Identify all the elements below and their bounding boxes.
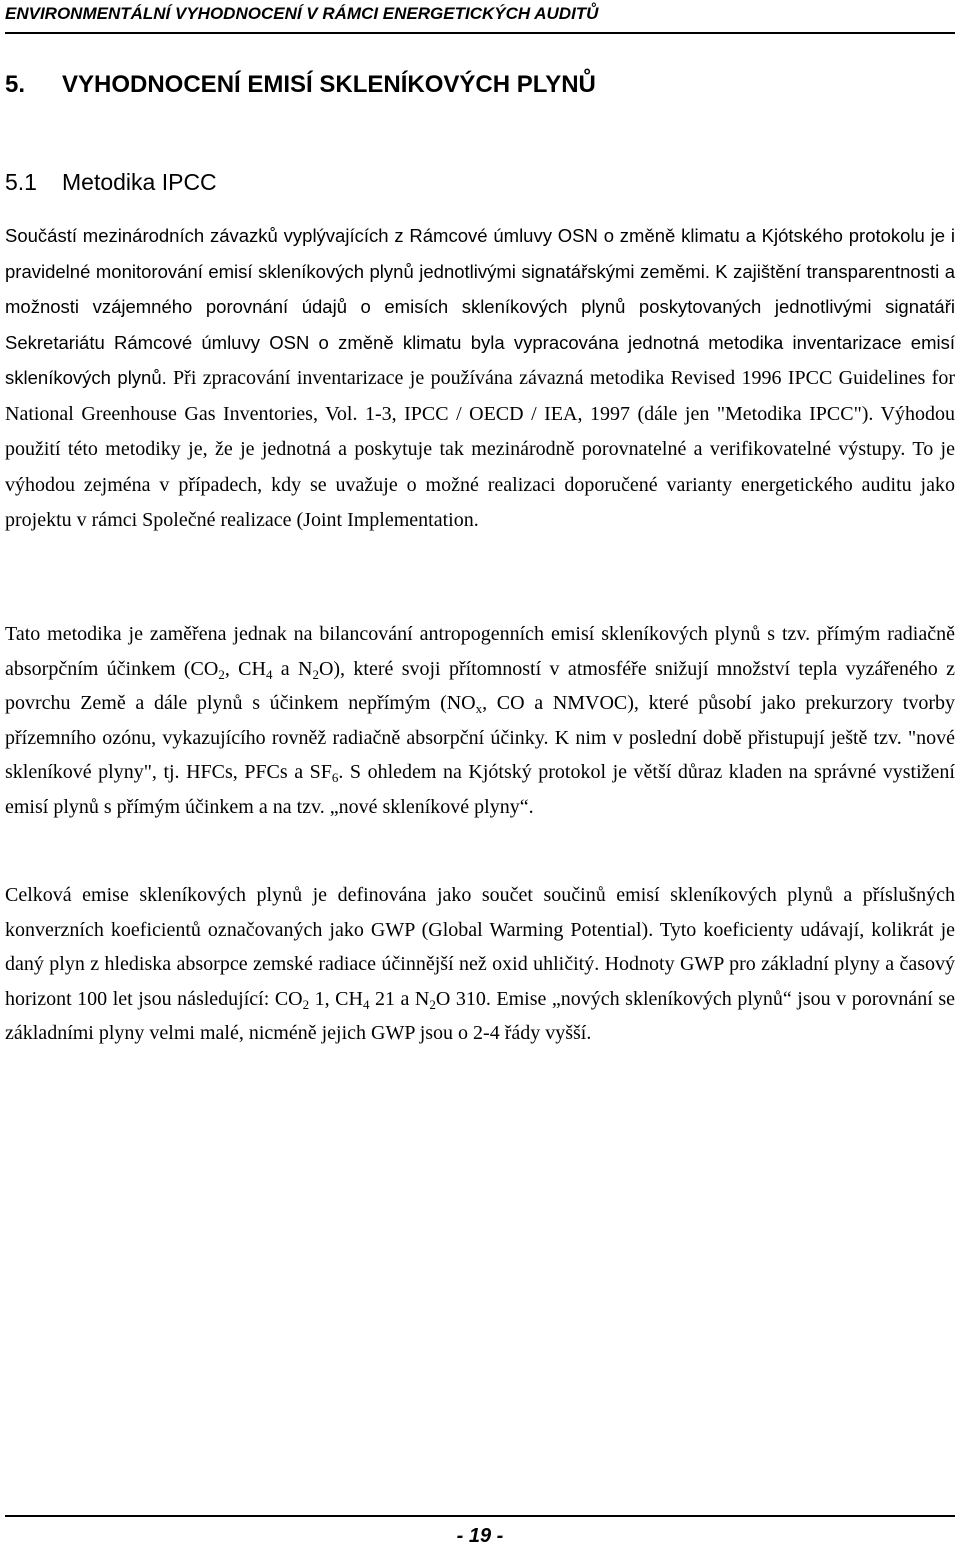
paragraph-1-part-a: Součástí mezinárodních závazků vyplývajících z Rámcové úmluvy OSN o změně klimatu a Kjótského protokolu je i pravidelné monitorování emisí skleníkových plynů jednotlivými signatářskými zeměmi. — [5, 225, 955, 282]
header-rule — [5, 32, 955, 34]
p3-text-1: Celková emise skleníkových plynů je definována jako součet součinů emisí skleníkových plynů a příslušných konverzních koeficientů označovaných jako GWP (Global Warming Potential). Tyto koeficienty udávají, kolikrát je daný plyn z hlediska absorpce zemské radiace účinnější než oxid uhličitý. Hodnoty GWP pro základní plyny a časový horizont 100 let jsou následující: CO — [5, 884, 955, 1010]
chapter-number: 5. — [5, 71, 26, 98]
p2-text-6: . S ohledem na Kjótský protokol je větší důraz kladen na správné vystižení emisí plynů s přímým účinkem a na tzv. „nové skleníkové plyny“. — [5, 761, 955, 818]
paragraph-3 — [5, 878, 955, 1051]
p3-text-3: 21 a N — [369, 987, 430, 1010]
p2-sub-3: 2 — [312, 666, 319, 682]
p3-sub-1: 2 — [302, 996, 310, 1012]
p3-text-2: 1, CH — [309, 987, 363, 1010]
p3-sub-3: 2 — [429, 996, 436, 1012]
p2-text-3: a N — [272, 657, 313, 680]
paragraph-1-part-c: Při zpracování inventarizace je používána závazná metodika Revised 1996 IPCC Guidelines for National Greenhouse Gas Inventories, Vol. 1-3, IPCC / OECD / IEA, 1997 (dále jen "Metodika IPCC"). Výhodou použití této metodiky je, že je jednotná a poskytuje tak mezinárodně porovnatelné a verifikovatelné výstupy. To je výhodou zejména v případech, kdy se uvažuje o možné realizaci doporučené varianty energetického auditu jako projektu v rámci Společné realizace (Joint Implementation. — [5, 367, 955, 531]
paragraph-1 — [5, 219, 955, 539]
running-header: ENVIRONMENTÁLNÍ VYHODNOCENÍ V RÁMCI ENERGETICKÝCH AUDITŮ — [5, 4, 599, 23]
paragraph-2 — [5, 617, 955, 824]
p2-sub-5: 6 — [331, 770, 339, 785]
chapter-title-text: VYHODNOCENÍ EMISÍ SKLENÍKOVÝCH PLYNŮ — [62, 71, 596, 98]
p2-text-2: , CH — [224, 657, 266, 680]
section-title-text: Metodika IPCC — [62, 169, 217, 195]
p2-text-4: O), které svoji přítomností v atmosféře snižují množství tepla vyzářeného z povrchu Země a dále plynů s účinkem nepřímým (NO — [5, 657, 955, 714]
p2-sub-4: x — [475, 701, 483, 716]
chapter-title — [5, 68, 596, 102]
p3-sub-2: 4 — [362, 996, 370, 1012]
p2-sub-2: 4 — [265, 666, 273, 682]
p2-sub-1: 2 — [218, 666, 225, 682]
paragraph-1-part-b: K zajištění transparentnosti a možnosti vzájemného porovnání údajů o emisích skleníkových plynů poskytovaných jednotlivými signatáři Sekretariátu Rámcové úmluvy OSN o změně klimatu byla vypracována jednotná metodika inventarizace emisí skleníkových plynů. — [5, 260, 956, 388]
section-title — [5, 166, 217, 198]
section-number: 5.1 — [5, 169, 37, 195]
p3-text-4: O 310. Emise „nových skleníkových plynů“ jsou v porovnání se základními plyny velmi malé, nicméně jejich GWP jsou o 2-4 řády vyšší. — [5, 987, 955, 1044]
footer-rule — [5, 1515, 955, 1517]
page-number: - 19 - — [456, 1525, 504, 1547]
p2-text-5: , CO a NMVOC), které působí jako prekurzory tvorby přízemního ozónu, vykazujícího rovněž radiačně absorpční účinky. K nim v poslední době přistupují ještě tzv. "nové skleníkové plyny", tj. HFCs, PFCs a SF — [5, 692, 955, 783]
p2-text-1: Tato metodika je zaměřena jednak na bilancování antropogenních emisí skleníkových plynů s tzv. přímým radiačně absorpčním účinkem (CO — [5, 623, 955, 680]
